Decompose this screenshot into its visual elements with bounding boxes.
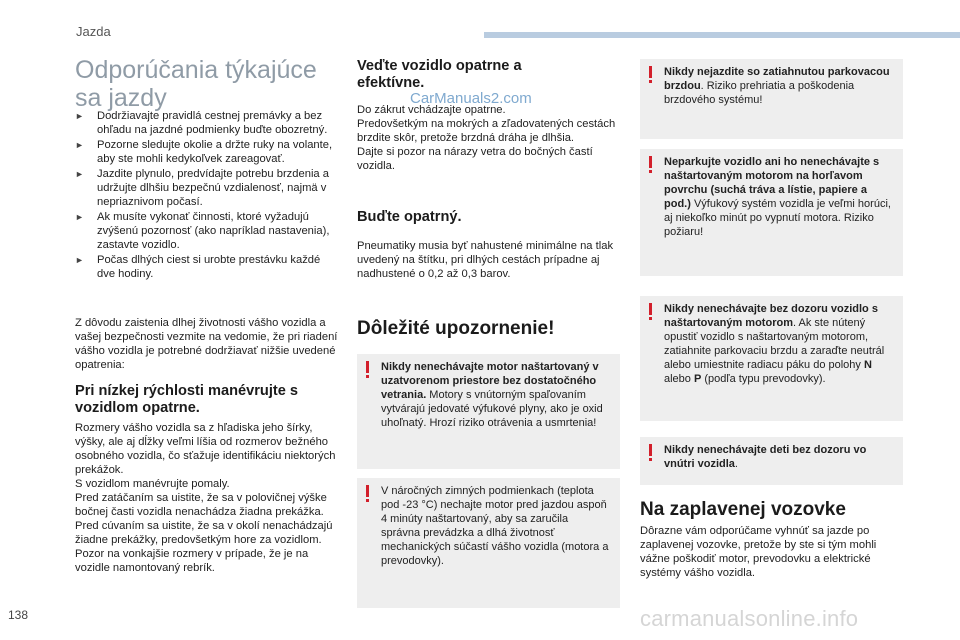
warning-box-winter: V náročných zimných podmienkach (teplota pod -23 °C) nechajte motor pred jazdou aspoň 4 minúty naštartovaný, aby sa zaručila správna prevádzka a dlhá životnosť mechanických súčastí vášho vozidla (motora a prevodovky). (357, 478, 620, 608)
list-item: ► Počas dlhých ciest si urobte prestávku každé dve hodiny. (75, 254, 321, 280)
arrow-bullet-icon: ► (75, 111, 84, 121)
drive-paragraph: Do zákrut vchádzajte opatrne. Predovšetkým na mokrých a zľadovatených cestách brzdite skôr, pretože brzdná dráha je dlhšia. Dajte si pozor na nárazy vetra do bočných častí vozidla. (357, 104, 616, 172)
careful-paragraph: Pneumatiky musia byť nahustené minimálne na tlak uvedený na štítku, pri dlhých cestách prípadne aj nadhustené o 0,2 až 0,3 barov. (357, 240, 614, 280)
arrow-bullet-icon: ► (75, 255, 84, 265)
low-speed-paragraph: Rozmery vášho vozidla sa z hľadiska jeho šírky, výšky, ale aj dĺžky veľmi líšia od rozmerov bežného osobného vozidla, čo sťažuje identifikáciu niektorých prekážok. S vozidlom manévrujte pomaly. Pred zatáčaním sa uistite, že sa v polovičnej výške bočnej časti vozidla nenachádza žiadna prekážka. Pred cúvaním sa uistite, že sa v okolí nenachádzajú žiadne prekážky, predovšetkým hore za vozidlom. Pozor na vonkajšie rozmery v prípade, že je na vozidle namontovaný rebrík. (75, 422, 336, 574)
arrow-bullet-icon: ► (75, 140, 84, 150)
flood-paragraph: Dôrazne vám odporúčame vyhnúť sa jazde po zaplavenej vozovke, pretože by ste si tým mohli vážne poškodiť motor, prevodovku a elektrické systémy vášho vozidla. (640, 525, 877, 579)
section-label: Jazda (76, 24, 111, 39)
warning-box-unattended-vehicle: Nikdy nenechávajte bez dozoru vozidlo s naštartovaným motorom. Ak ste nútený opustiť vozidlo s naštartovaným motorom, zatiahnite parkovaciu brzdu a zaraďte neutrál alebo umiestnite radiacu páku do polohy N alebo P (podľa typu prevodovky). (640, 296, 903, 421)
page-title: Odporúčania týkajúce sa jazdy (75, 56, 317, 112)
heading-important: Dôležité upozornenie! (357, 318, 555, 339)
heading-drive-carefully: Veďte vozidlo opatrne a efektívne. (357, 58, 522, 91)
list-item: ► Ak musíte vykonať činnosti, ktoré vyžadujú zvýšenú pozornosť (ako napríklad nastavenia), zastavte vozidlo. (75, 211, 330, 251)
watermark-top: CarManuals2.com (410, 90, 532, 107)
header-bar (484, 32, 960, 38)
arrow-bullet-icon: ► (75, 169, 84, 179)
watermark-bottom: carmanualsonline.info (640, 606, 859, 631)
warning-box-ventilation: Nikdy nenechávajte motor naštartovaný v uzatvorenom priestore bez dostatočného vetrania. Motory s vnútorným spaľovaním vytvárajú jedovaté výfukové plyny, ako je oxid uhoľnatý. Hrozí riziko otrávenia a usmrtenia! (357, 354, 620, 469)
list-item: ► Jazdite plynulo, predvídajte potrebu brzdenia a udržujte dlhšiu bezpečnú vzdialenosť, najmä v nepriaznivom počasí. (75, 168, 329, 208)
list-item: ► Pozorne sledujte okolie a držte ruky na volante, aby ste mohli kedykoľvek zareagovať. (75, 139, 333, 165)
heading-be-careful: Buďte opatrný. (357, 209, 462, 225)
heading-low-speed: Pri nízkej rýchlosti manévrujte s vozidlom opatrne. (75, 383, 299, 416)
intro-paragraph: Z dôvodu zaistenia dlhej životnosti vášho vozidla a vašej bezpečnosti vezmite na vedomie, že pri riadení vášho vozidla je potrebné dodržiavať nižšie uvedené opatrenia: (75, 317, 338, 371)
heading-flooded-road: Na zaplavenej vozovke (640, 499, 846, 520)
list-item: ► Dodržiavajte pravidlá cestnej premávky a bez ohľadu na jazdné podmienky buďte obozretný. (75, 110, 328, 136)
warning-box-children: Nikdy nenechávajte deti bez dozoru vo vnútri vozidla. (640, 437, 903, 485)
recommendation-list (75, 109, 340, 282)
page-number: 138 (8, 608, 29, 622)
warning-box-flammable-surface: Neparkujte vozidlo ani ho nenechávajte s naštartovaným motorom na horľavom povrchu (suchá tráva a lístie, papiere a pod.) Výfukový systém vozidla je veľmi horúci, aj niekoľko minút po vypnutí motora. Riziko požiaru! (640, 149, 903, 276)
arrow-bullet-icon: ► (75, 212, 84, 222)
warning-box-parking-brake: Nikdy nejazdite so zatiahnutou parkovacou brzdou. Riziko prehriatia a poškodenia brzdového systému! (640, 59, 903, 139)
